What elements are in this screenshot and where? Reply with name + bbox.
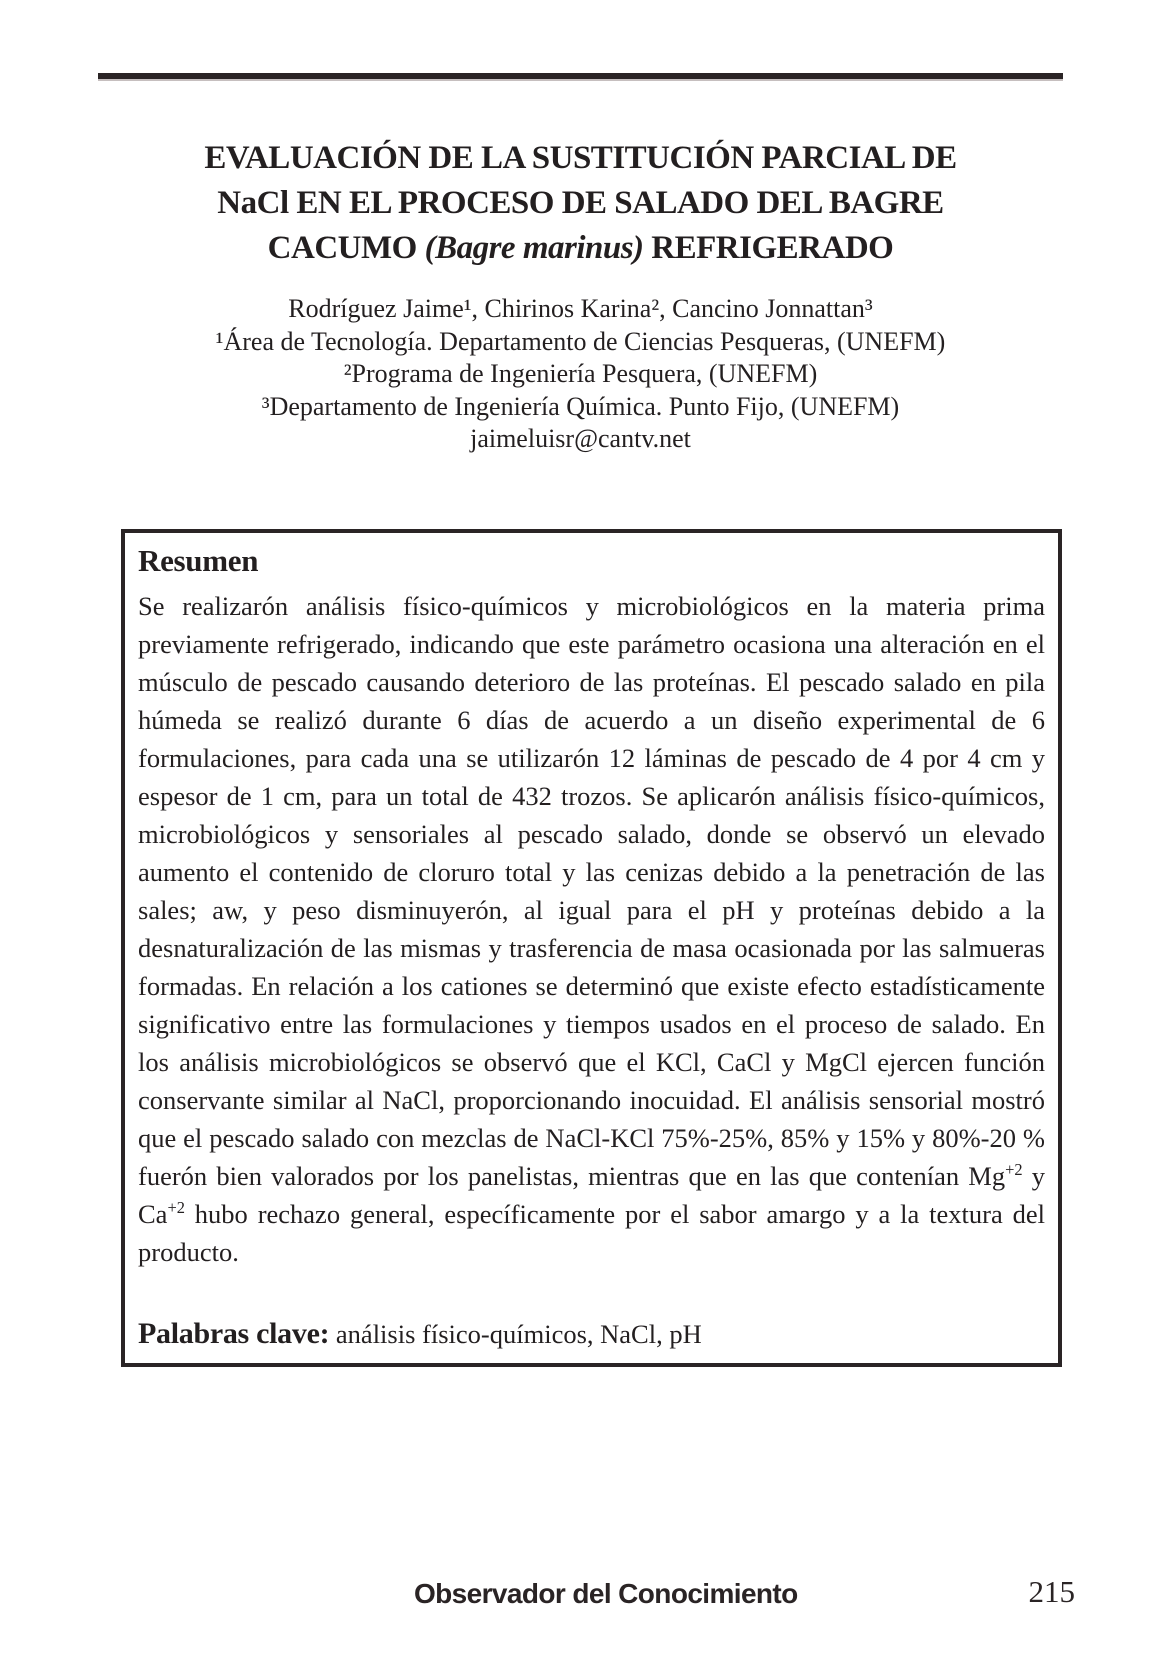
abstract-paragraph: Se realizarón análisis físico-químicos y microbiológicos en la materia prima previamente refrigerado, indicando que este parámetro ocasiona una alteración en el músculo de pescado causando deterioro de las proteínas. El pescado salado en pila húmeda se realizó durante 6 días de acuerdo a un diseño experimental de 6 formulaciones, para cada una se utilizarón 12 láminas de pescado de 4 por 4 cm y espesor de 1 cm, para un total de 432 trozos. Se aplicarón análisis físico-químicos, microbiológicos y sensoriales al pescado salado, donde se observó un elevado aumento el contenido de cloruro total y las cenizas debido a la penetración de las sales; aw, y peso disminuyerón, al igual para el pH y proteínas debido a la desnaturalización de las mismas y trasferencia de masa ocasionada por las salmueras formadas. En relación a los cationes se determinó que existe efecto estadísticamente significativo entre las formulaciones y tiempos usados en el proceso de salado. En los análisis microbiológicos se observó que el KCl, CaCl y MgCl ejercen función conservante similar al NaCl, proporcionando inocuidad. El análisis sensorial mostró que el pescado salado con mezclas de NaCl-KCl 75%-25%, 85% y 15% y 80%-20 % fuerón bien valorados por los panelistas, mientras que en las que contenían $Mg^{+2}$ y $Ca^{+2}$ hubo rechazo general, específicamente por el sabor amargo y a la textura del producto. (138, 591, 1045, 1267)
article-title-species-italic: (Bagre marinus) (424, 230, 644, 266)
abstract-heading: Resumen (138, 543, 259, 578)
top-horizontal-rule (98, 73, 1063, 81)
article-title-line-2: NaCl EN EL PROCESO DE SALADO DEL BAGRE (217, 185, 944, 221)
article-title-line-1: EVALUACIÓN DE LA SUSTITUCIÓN PARCIAL DE (204, 140, 957, 176)
article-title-line-3-pre: CACUMO (267, 230, 425, 266)
affiliation-1: ¹Área de Tecnología. Departamento de Ciencias Pesqueras, (UNEFM) (215, 326, 946, 356)
keywords-text: análisis físico-químicos, NaCl, pH (329, 1319, 702, 1349)
article-title-line-3-post: REFRIGERADO (643, 230, 894, 266)
article-title (98, 136, 1063, 271)
author-email: jaimeluisr@cantv.net (470, 424, 691, 453)
keywords-label: Palabras clave: (138, 1317, 330, 1350)
abstract-box (121, 529, 1062, 1367)
article-title-line-3 (98, 226, 1063, 271)
authors-line: Rodríguez Jaime¹, Chirinos Karina², Cancino Jonnattan³ (288, 294, 873, 323)
footer-journal-name: Observador del Conocimiento (414, 1578, 798, 1609)
authors-block (98, 293, 1063, 456)
affiliation-2: ²Programa de Ingeniería Pesquera, (UNEFM) (343, 359, 818, 388)
keywords-line (138, 1315, 1045, 1353)
affiliation-3: ³Departamento de Ingeniería Química. Punto Fijo, (UNEFM) (261, 391, 900, 421)
footer-page-number: 215 (1028, 1574, 1075, 1609)
